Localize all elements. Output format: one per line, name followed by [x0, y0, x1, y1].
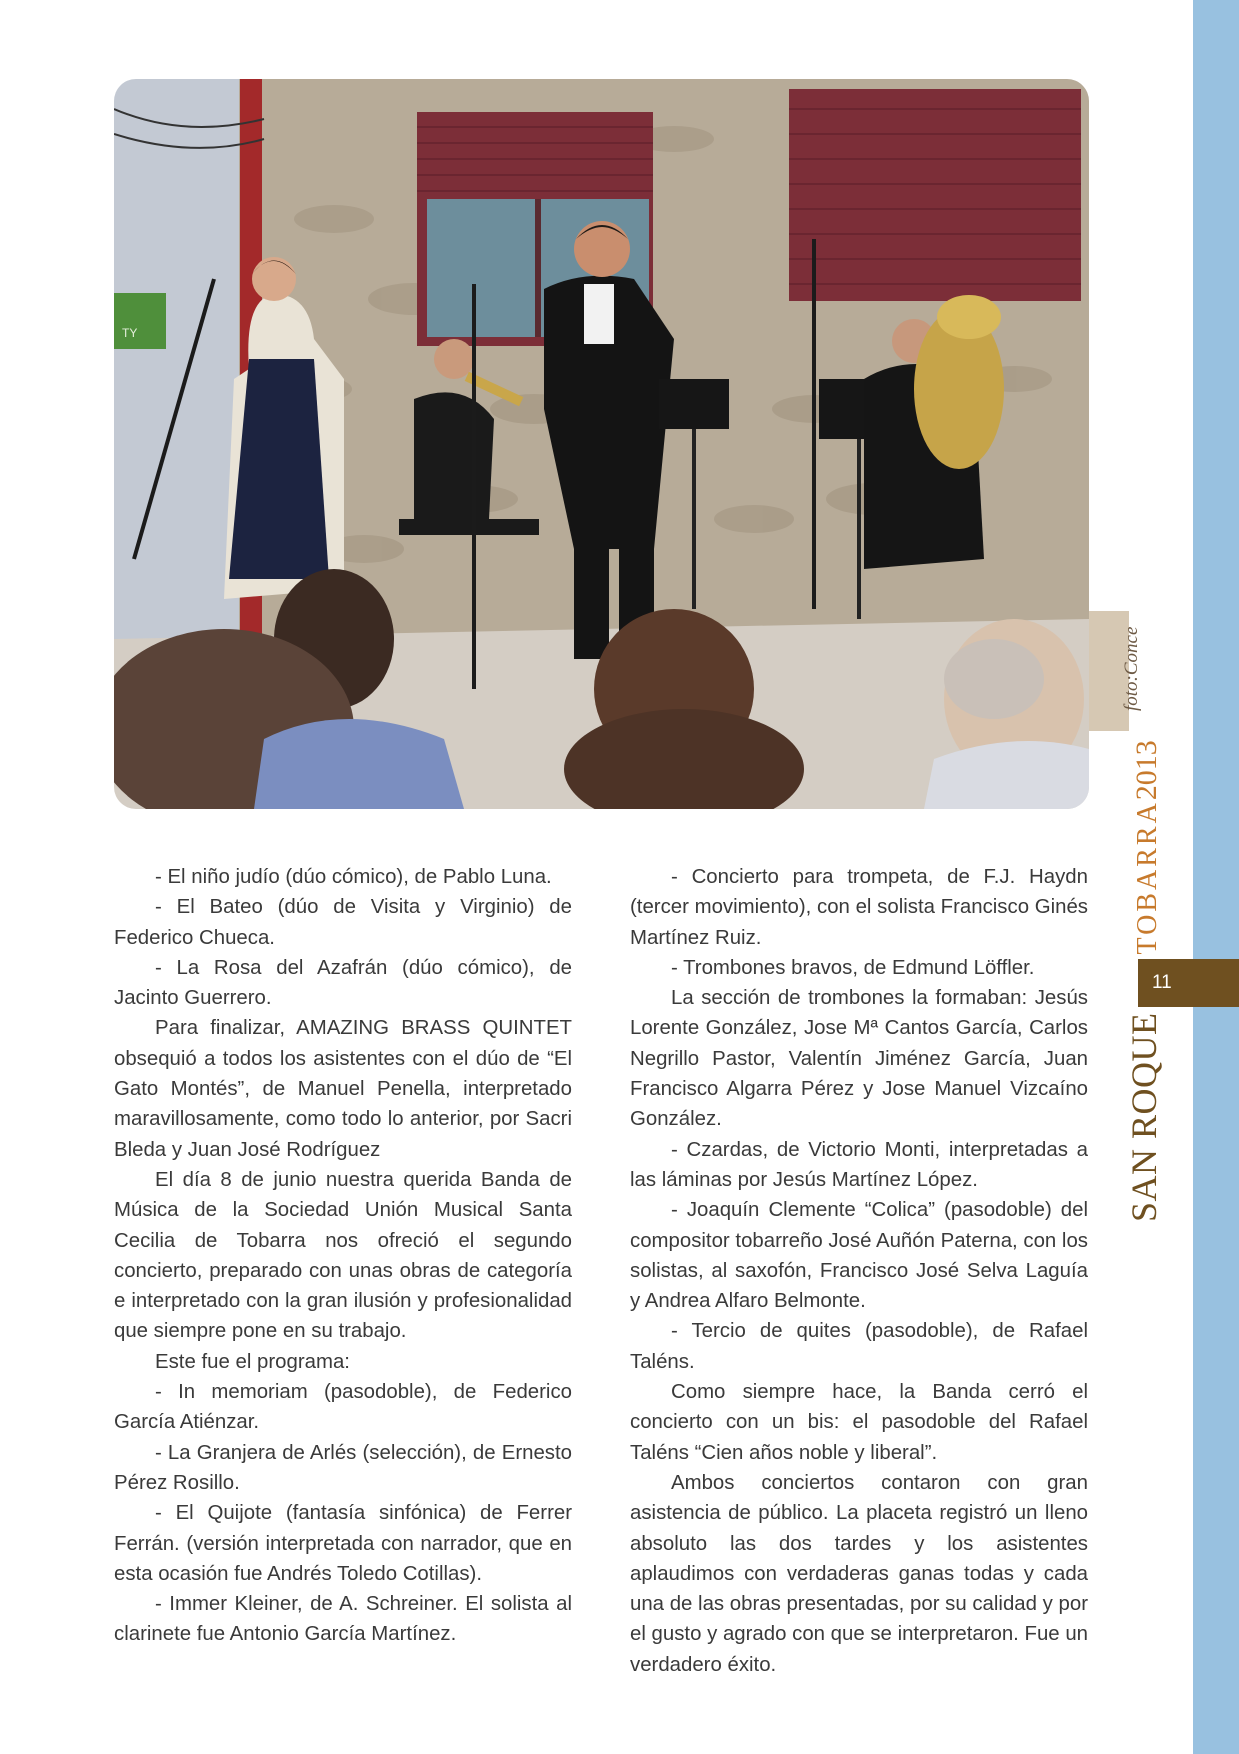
paragraph: - Immer Kleiner, de A. Schreiner. El solista al clarinete fue Antonio García Martínez. [114, 1593, 572, 1646]
concert-photo [114, 79, 1089, 809]
paragraph: - La Granjera de Arlés (selección), de Ernesto Pérez Rosillo. [114, 1441, 572, 1494]
paragraph: La sección de trombones la formaban: Jesús Lorente González, Jose Mª Cantos García, Carlos Negrillo Pastor, Valentín Jiménez García, Juan Francisco Algarra Pérez y Jose Manuel Vizcaíno González. [630, 987, 1088, 1131]
concert-photo-illustration [114, 79, 1089, 809]
running-title-year: 2013 [1130, 740, 1163, 801]
photo-credit: foto:Conce [1121, 626, 1142, 711]
running-title [1120, 740, 1168, 1222]
sign-text: TY [122, 326, 138, 340]
paragraph: El día 8 de junio nuestra querida Banda de Música de la Sociedad Unión Musical Santa Cecilia de Tobarra nos ofreció el segundo concierto, preparado con unas obras de categoría e interpretado con la gran ilusión y profesionalidad que siempre pone en su trabajo. [114, 1168, 572, 1343]
page-number: 11 [1152, 972, 1172, 993]
paragraph: - Tercio de quites (pasodoble), de Rafael Taléns. [630, 1320, 1088, 1373]
text-column-right [630, 862, 1088, 1680]
text-column-left [114, 862, 572, 1650]
paragraph: - Joaquín Clemente “Colica” (pasodoble) del compositor tobarreño José Auñón Paterna, con los solistas, al saxofón, Francisco José Selva Laguía y Andrea Alfaro Belmonte. [630, 1199, 1088, 1313]
paragraph: Ambos conciertos contaron con gran asistencia de público. La placeta registró un lleno absoluto las dos tardes y los asistentes aplaudimos con verdaderas ganas todas y cada una de las obras presentadas, por su calidad y por el gusto y agrado con que se interpretaron. Fue un verdadero éxito. [630, 1471, 1088, 1676]
running-title-sub: TOBARRA [1132, 800, 1163, 955]
paragraph: - Czardas, de Victorio Monti, interpretadas a las láminas por Jesús Martínez López. [630, 1138, 1088, 1191]
paragraph: - Concierto para trompeta, de F.J. Haydn (tercer movimiento), con el solista Francisco Ginés Martínez Ruiz. [630, 866, 1088, 949]
paragraph: - La Rosa del Azafrán (dúo cómico), de Jacinto Guerrero. [114, 956, 572, 1010]
photo-credit-tab [1089, 611, 1142, 731]
paragraph: - El niño judío (dúo cómico), de Pablo Luna. [155, 866, 552, 888]
paragraph: Para finalizar, AMAZING BRASS QUINTET obsequió a todos los asistentes con el dúo de “El Gato Montés”, de Manuel Penella, interpretado maravillosamente, como todo lo anterior, por Sacri Bleda y Juan José Rodríguez [114, 1017, 572, 1161]
paragraph: Como siempre hace, la Banda cerró el concierto con un bis: el pasodoble del Rafael Taléns “Cien años noble y liberal”. [630, 1381, 1088, 1464]
paragraph: Este fue el programa: [155, 1350, 350, 1373]
side-color-band [1193, 0, 1239, 1754]
paragraph: - El Bateo (dúo de Visita y Virginio) de Federico Chueca. [114, 896, 572, 949]
paragraph: - Trombones bravos, de Edmund Löffler. [671, 956, 1035, 979]
paragraph: - El Quijote (fantasía sinfónica) de Ferrer Ferrán. (versión interpretada con narrador, que en esta ocasión fue Andrés Toledo Cotillas). [114, 1502, 572, 1585]
running-title-main: SAN ROQUE [1124, 1012, 1164, 1222]
paragraph: - In memoriam (pasodoble), de Federico García Atiénzar. [114, 1381, 572, 1434]
